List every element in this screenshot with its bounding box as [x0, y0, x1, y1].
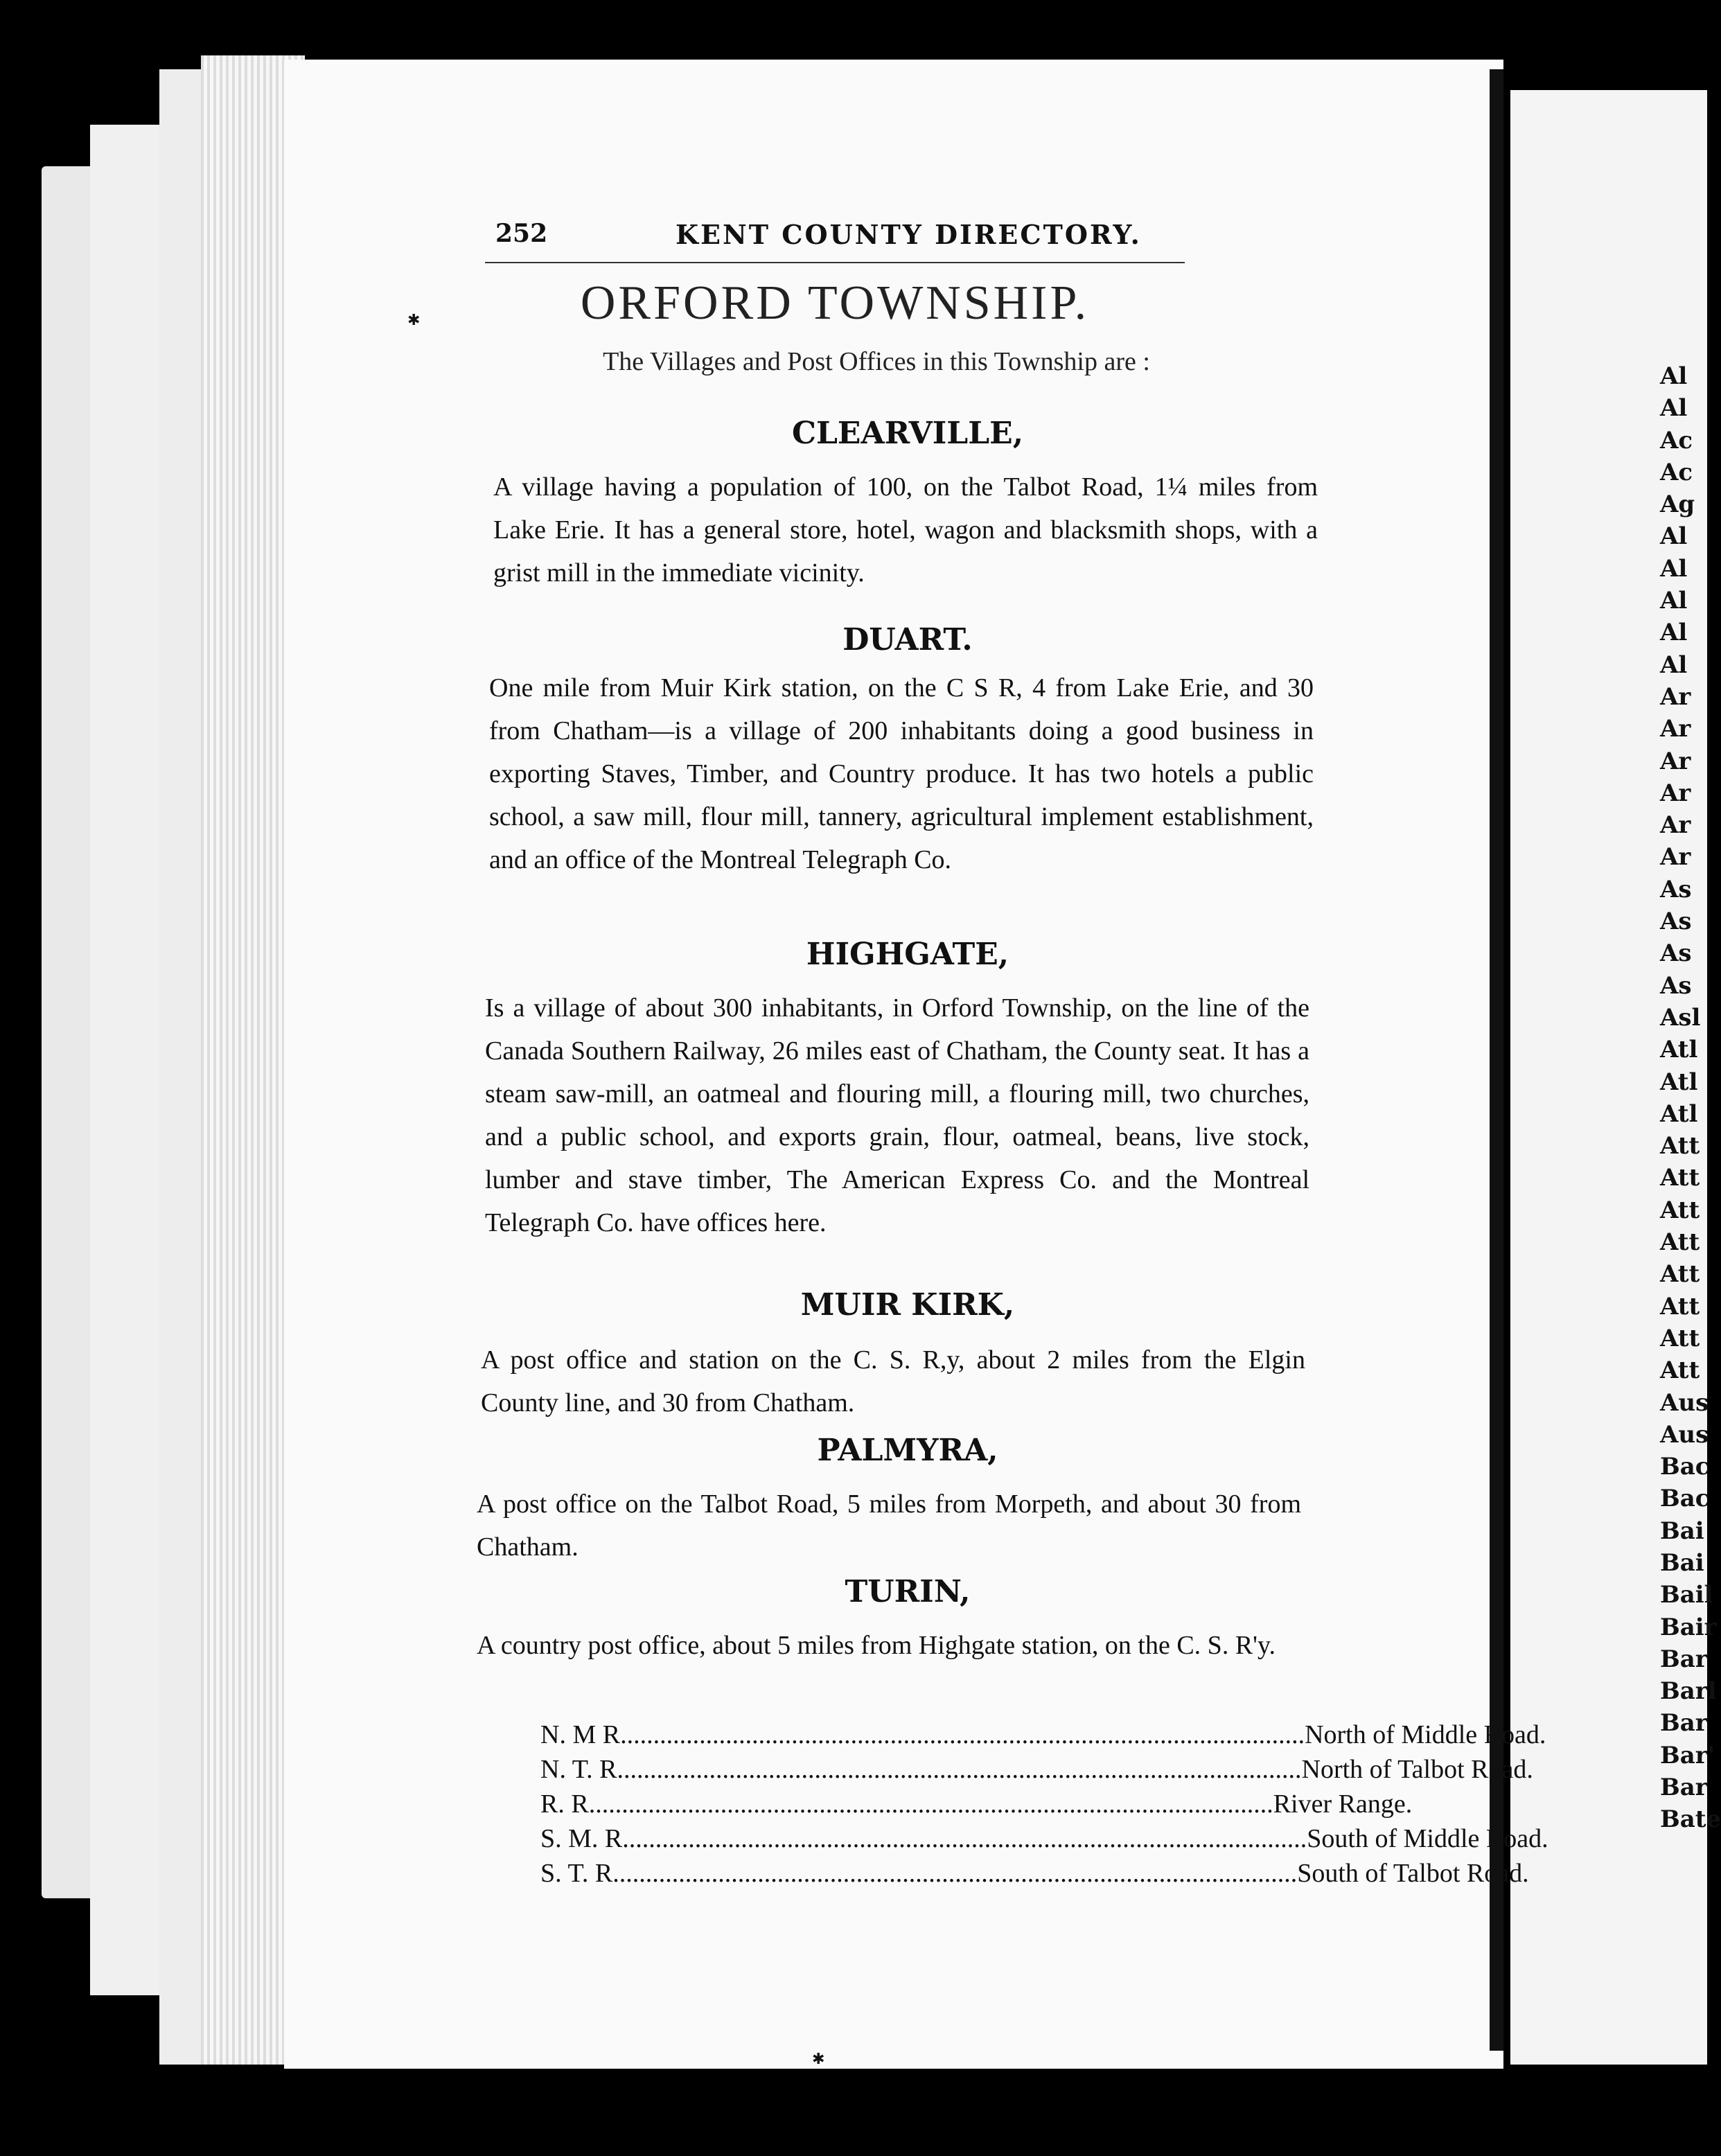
facing-page-line: Bai: [1660, 1548, 1704, 1577]
section-text-clearville: A village having a population of 100, on the Talbot Road, 1¼ miles from Lake Erie. It has a general store, hotel, wagon and blacksmith shops, with a grist mill in the immediate vicinity.: [493, 472, 1318, 587]
section-text-highgate: Is a village of about 300 inhabitants, in Orford Township, on the line of the Canada Southern Railway, 26 miles east of Chatham, the County seat. It has a steam saw-mill, an oatmeal and flouring mill, a flouring mill, two churches, and a public school, and exports grain, flour, oatmeal, beans, live stock, lumber and stave timber, The American Express Co. and the Montreal Telegraph Co. have offices here.: [485, 993, 1309, 1237]
abbreviation-key: S. M. R: [540, 1824, 623, 1853]
facing-page-line: Att: [1660, 1164, 1700, 1192]
facing-page-line: Al: [1660, 394, 1688, 423]
dot-leader: [617, 1754, 1302, 1785]
facing-page-line: Bail: [1660, 1581, 1713, 1609]
section-text-turin: A country post office, about 5 miles from Highgate station, on the C. S. R'y.: [477, 1631, 1276, 1660]
section-heading-palmyra: PALMYRA,: [817, 1433, 998, 1468]
section-heading-muir-kirk: MUIR KIRK,: [800, 1287, 1015, 1323]
facing-page-line: Att: [1660, 1357, 1700, 1385]
facing-page-line: Al: [1660, 619, 1688, 647]
facing-page-line: As: [1660, 971, 1692, 1000]
section-text-palmyra: A post office on the Talbot Road, 5 miles from Morpeth, and about 30 from Chatham.: [477, 1490, 1301, 1562]
ink-mark: ✱: [812, 2051, 825, 2068]
facing-page-line: Bac: [1660, 1485, 1710, 1513]
section-heading-clearville: CLEARVILLE,: [791, 416, 1024, 451]
abbreviation-row: [540, 1823, 1548, 1858]
facing-page-line: Bai: [1660, 1517, 1704, 1545]
header-rule: [485, 262, 1185, 263]
facing-page-line: Bair: [1660, 1613, 1717, 1641]
abbreviation-meaning: North of Middle Road.: [1305, 1720, 1546, 1749]
facing-page-line: As: [1660, 939, 1692, 968]
section-heading-turin: TURIN,: [845, 1574, 971, 1609]
facing-page-line: Ar: [1660, 715, 1691, 743]
section-text-duart: One mile from Muir Kirk station, on the C S R, 4 from Lake Erie, and 30 from Chatham—is a village of 200 inhabitants doing a good business in exporting Staves, Timber, and Country produce. It has two hotels a public school, a saw mill, flour mill, tannery, agricultural implement establishment, and an office of the Montreal Telegraph Co.: [489, 673, 1314, 874]
abbreviation-table: [540, 1720, 1548, 1893]
section-heading-duart: DUART.: [842, 622, 973, 657]
facing-page-line: Att: [1660, 1324, 1700, 1352]
facing-page-line: Atl: [1660, 1036, 1698, 1064]
facing-page-line: Bar: [1660, 1774, 1708, 1802]
facing-page-line: Al: [1660, 651, 1688, 679]
facing-page-line: As: [1660, 908, 1692, 936]
facing-page-line: Ac: [1660, 426, 1693, 454]
abbreviation-row: [540, 1858, 1529, 1893]
abbreviation-row: [540, 1720, 1546, 1754]
dot-leader: [622, 1823, 1307, 1854]
abbreviation-meaning: South of Middle Road.: [1307, 1824, 1548, 1853]
facing-page-line: Barl: [1660, 1677, 1717, 1706]
dot-leader: [620, 1720, 1305, 1750]
intro-text: The Villages and Post Offices in this Township are :: [603, 347, 1150, 376]
facing-page-line: Att: [1660, 1260, 1700, 1289]
facing-page-line: Bac: [1660, 1453, 1710, 1481]
abbreviation-meaning: South of Talbot Road.: [1297, 1859, 1529, 1888]
facing-page-line: Bar: [1660, 1645, 1708, 1673]
facing-page-line: Ar: [1660, 843, 1691, 872]
dot-leader: [612, 1858, 1297, 1889]
facing-page-line: Al: [1660, 554, 1688, 583]
book-gutter: [1490, 69, 1503, 2051]
facing-page-text: [1660, 360, 1721, 1836]
abbreviation-key: N. T. R: [540, 1755, 617, 1784]
facing-page-line: Att: [1660, 1196, 1700, 1224]
abbreviation-meaning: North of Talbot Road.: [1301, 1755, 1533, 1784]
facing-page-line: Al: [1660, 587, 1688, 615]
abbreviation-row: [540, 1789, 1413, 1823]
facing-page-line: Att: [1660, 1292, 1700, 1320]
abbreviation-key: N. M R: [540, 1720, 621, 1749]
page-number: 252: [495, 219, 548, 248]
abbreviation-key: R. R: [540, 1790, 589, 1819]
facing-page-line: Bar': [1660, 1741, 1715, 1769]
section-heading-highgate: HIGHGATE,: [806, 937, 1009, 972]
facing-page-line: Aus: [1660, 1388, 1709, 1417]
facing-page-line: Ar: [1660, 682, 1691, 711]
page-title: ORFORD TOWNSHIP.: [580, 276, 1090, 330]
running-title: KENT COUNTY DIRECTORY.: [676, 219, 1142, 250]
ink-mark: ✱: [407, 312, 421, 329]
facing-page-line: As: [1660, 875, 1692, 903]
facing-page-line: Al: [1660, 362, 1688, 390]
section-text-muir-kirk: A post office and station on the C. S. R,y, about 2 miles from the Elgin County line, and 30 from Chatham.: [481, 1345, 1305, 1417]
facing-page-line: Bar: [1660, 1709, 1708, 1738]
facing-page-line: Atl: [1660, 1099, 1698, 1128]
facing-page-line: Ac: [1660, 458, 1693, 486]
facing-page-line: Ar: [1660, 779, 1691, 807]
facing-page-line: Ar: [1660, 747, 1691, 775]
facing-page-line: Bate: [1660, 1805, 1721, 1834]
facing-page-line: Ag: [1660, 491, 1695, 519]
abbreviation-meaning: River Range.: [1273, 1790, 1413, 1819]
facing-page-line: Al: [1660, 522, 1688, 551]
facing-page-line: Aus: [1660, 1420, 1709, 1449]
dot-leader: [589, 1789, 1273, 1819]
abbreviation-row: [540, 1754, 1533, 1789]
facing-page-line: Att: [1660, 1132, 1700, 1160]
facing-page-line: Atl: [1660, 1068, 1698, 1096]
facing-page-line: Ar: [1660, 811, 1691, 840]
abbreviation-key: S. T. R: [540, 1859, 613, 1888]
facing-page-line: Asl: [1660, 1003, 1701, 1032]
facing-page-line: Att: [1660, 1228, 1700, 1257]
